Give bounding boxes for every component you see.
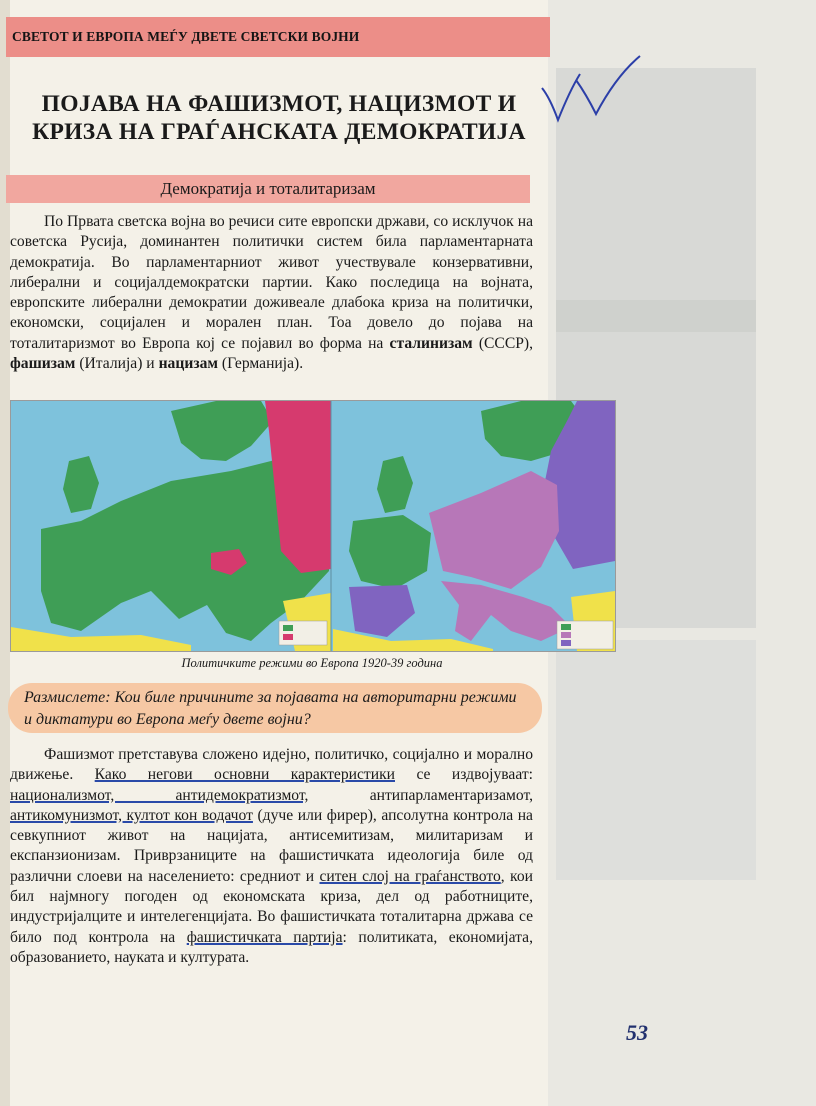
underlined-anticommunism: антикомунизмот, култот кон водачот (10, 806, 253, 824)
fascism-text-3: се издвојуваат: (395, 766, 533, 784)
intro-text-b: (СССР), (472, 334, 533, 352)
underlined-nationalism: национализмот, антидемократизмот, (10, 786, 309, 804)
section-heading-bar (6, 175, 530, 203)
section-heading: Демократија и тоталитаризам (160, 179, 376, 198)
underlined-characteristics: Како негови основни карактеристики (94, 766, 395, 784)
running-header (6, 17, 550, 57)
fascism-text-5: антипарламентаризамот, (308, 786, 533, 804)
term-fascism: фашизам (10, 355, 76, 373)
chapter-title (24, 90, 534, 146)
underlined-middle-class: ситен слој на граѓанството (319, 867, 501, 885)
intro-text-d: (Германија). (218, 355, 304, 373)
map-right-legend-swatch-1 (561, 624, 571, 630)
map-right-legend-swatch-2 (561, 632, 571, 638)
fascism-text-9: , кои бил најмногу погоден од економската криза, дел од работниците, индустријалците и интелегенцијата. Во фашистичката тоталитарна држава се било под контрола на (10, 867, 533, 946)
chapter-title-line-1: ПОЈАВА НА ФАШИЗМОТ, НАЦИЗМОТ И (41, 91, 517, 117)
underlined-fascist-party: фашистичката партија (186, 928, 343, 946)
map-left-legend-swatch-2 (283, 634, 293, 640)
facing-page-panel-lower (556, 640, 756, 880)
handwritten-check-mark (536, 50, 646, 130)
fascism-text-11: : политиката, економијата, образованието, науката и културата. (10, 928, 533, 966)
map-left-legend-box (279, 621, 327, 645)
intro-paragraph (10, 212, 533, 374)
facing-page-strip (556, 300, 756, 332)
term-nazism: нацизам (158, 355, 218, 373)
europe-political-regimes-map (10, 400, 616, 652)
think-question-box (8, 683, 542, 733)
running-header-title: СВЕТОТ И ЕВРОПА МЕЃУ ДВЕТЕ СВЕТСКИ ВОЈНИ (12, 29, 360, 44)
page-number: 53 (626, 1020, 648, 1045)
fascism-text-7: (дуче или фирер), апсолутна контрола на севкупниот живот на нацијата, антисемитизам, милитаризам и експанзионизам. Приврзаниците на фашистичката идеологија биле од различни слоеви на населението: средниот и (10, 806, 533, 885)
term-stalinism: сталинизам (389, 334, 473, 352)
map-left-legend-swatch-1 (283, 625, 293, 631)
chapter-title-line-2: КРИЗА НА ГРАЃАНСКАТА ДЕМОКРАТИЈА (32, 119, 526, 145)
map-svg (11, 401, 615, 651)
fascism-text-1: Фашизмот претставува сложено идејно, политичко, социјално и морално движење. (10, 746, 533, 784)
fascism-paragraph (10, 745, 533, 968)
page-binding-edge (0, 0, 10, 1106)
think-question-text: Размислете: Кои биле причините за појавата на авторитарни режими и диктатури во Европа меѓу двете војни? (24, 689, 517, 728)
intro-text-c: (Италија) и (75, 355, 159, 373)
map-caption: Политичките режими во Европа 1920-39 година (181, 656, 443, 670)
map-right-legend-swatch-3 (561, 640, 571, 646)
intro-text-a: По Првата светска војна во речиси сите европски држави, со исклучок на советска Русија, доминантен политички систем била парламентарната демократија. Во парламентарниот живот учествувале конзервативни, либерални и социјалдемократски партии. Како последица на војната, европските либерални демократии доживеале длабока криза на политички, економски, социјален и морален план. Тоа довело до појава на тоталитаризмот во Европа кој се појавил во форма на (10, 213, 533, 352)
